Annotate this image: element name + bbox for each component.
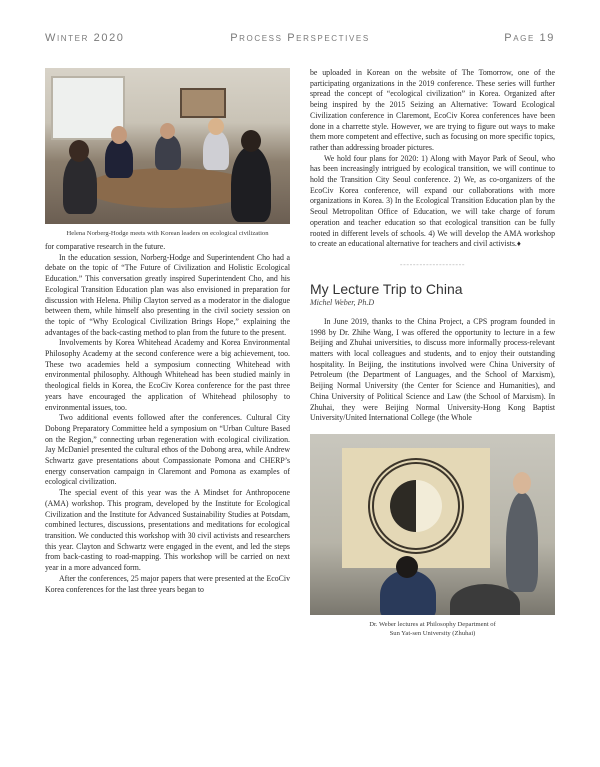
- photo-person-head: [208, 118, 224, 135]
- photo-yin-yang-symbol: [390, 480, 442, 532]
- page-number: Page 19: [504, 32, 555, 44]
- left-column: [45, 68, 290, 595]
- photo-lecturer-head: [513, 472, 531, 494]
- issue-label: Winter 2020: [45, 32, 125, 44]
- paragraph: After the conferences, 25 major papers that were presented at the EcoCiv Korea conferences for the last three years began to: [45, 573, 290, 594]
- photo-caption-line: Sun Yat-sen University (Zhuhai): [389, 629, 476, 637]
- photo-person-head: [241, 130, 261, 152]
- paragraph: Involvements by Korea Whitehead Academy and Korea Environmental Philosophy Academy at the second conference were a big achievement, too. These two academies held a symposium connecting Whitehead with environmental philosophy. Although Whitehead has been studied mainly in theological fields in Korea, the EcoCiv Korea conference for the past three years have encouraged the application of Whitehead philosophy to environmental issues, too.: [45, 338, 290, 412]
- lecture-photo: [310, 434, 555, 615]
- photo-person: [231, 146, 271, 222]
- paragraph: We hold four plans for 2020: 1) Along with Mayor Park of Seoul, who has been increasingly intrigued by ecological transition, we will continue to hold the Transition City Seoul conference. 2) We, as co-organizers of the EcoCiv Korea conference, will expand our collaborations with more organizations in Korea. 3) In the Ecological Transition Education plan by the Seoul Metropolitan Office of Education, we will take charge of forum operation and teacher education so that ecological transition can be fully rooted in different levels of schools. 4) We will develop the AMA workshop to create an educational alternative for teachers and civil activists.♦: [310, 153, 555, 249]
- section-separator: --------------------: [399, 259, 466, 269]
- paragraph: The special event of this year was the A Mindset for Anthropocene (AMA) workshop. This program, developed by the Institute for Ecological Civilization and the Institute for Advanced Sustainability Studies at Potsdam, combined lectures, discussions, presentations and meditations for ecological transition. We conducted this workshop with 30 civil activists and researchers this year. Clayton and Schwartz were engaged in the event, and led the steps from back-casting to road-mapping. This workshop will be carried on next year in a more advanced form.: [45, 488, 290, 573]
- paragraph: for comparative research in the future.: [45, 242, 166, 251]
- article-title: My Lecture Trip to China: [310, 280, 463, 297]
- photo-caption: [310, 620, 555, 638]
- photo-person-head: [160, 123, 175, 139]
- photo-audience-head: [396, 556, 418, 578]
- publication-title: Process Perspectives: [230, 32, 370, 44]
- photo-lecturer: [506, 492, 538, 592]
- article-byline: Michel Weber, Ph.D: [310, 297, 375, 307]
- photo-wall-frame: [180, 88, 226, 118]
- meeting-photo: [45, 68, 290, 224]
- photo-person: [105, 138, 133, 178]
- photo-caption-line: Dr. Weber lectures at Philosophy Department of: [369, 620, 496, 628]
- paragraph: Two additional events followed after the conferences. Cultural City Dobong Preparatory Committee held a symposium on “Urban Culture Based on the Region,” connecting urban regeneration with ecological civilization. Jay McDaniel presented the cultural ethos of the Dobong area, while Andrew Schwartz gave presentations about Compassionate Pomona and CHERP’s energy conservation campaign in Claremont and Pomona as examples of ecological civilization.: [45, 413, 290, 487]
- photo-caption: Helena Norberg-Hodge meets with Korean leaders on ecological civilization: [66, 230, 269, 237]
- paragraph: be uploaded in Korean on the website of The Tomorrow, one of the participating organizations in the 2019 conference. These series will further spread the concept of “ecological civilization” in Korea. Organized after being inspired by the 2015 Seizing an Alternative: Toward Ecological Civilization conference in Claremont, EcoCiv Korea conferences have been done in a charrette style. However, we are trying to figure out ways to make them more competent and effective, such as focusing on more specific topics, rather than addressing broader pictures.: [310, 68, 555, 152]
- photo-person: [155, 134, 181, 170]
- photo-person-head: [69, 140, 89, 162]
- paragraph: In the education session, Norberg-Hodge and Superintendent Cho had a debate on the topic of “The Future of Civilization and Holistic Ecological Education.” This conversation greatly inspired Superintendent Cho, and his Ecological Transition Education plan was also envisioned in preparation for discussion with Helena. Philip Clayton served as a moderator in the dialogue between them, while himself also presenting in the civil society session on the topic of “Why Ecological Civilization Brings Hope,” explaining the advantages of the back-casting method to plan from the future to the present.: [45, 252, 290, 337]
- right-column: [310, 68, 555, 642]
- paragraph: In June 2019, thanks to the China Project, a CPS program founded in 1998 by Dr. Zhihe Wang, I was offered the opportunity to lecture in a few Beijing and Zhuhai universities, to discuss more informally process-relevant matters with local colleagues and students, and to enjoy their outstanding hospitality. In Beijing, the institutions involved were China University of Petroleum (the Department of Languages, and the School of Marxism), Beijing Normal University (the Center for Science and Humanities), and China University of Political Science and Law (the School of Marxism). In Zhuhai, they were Beijing Normal University-Hong Kong Baptist University/United International College (the Whole: [310, 316, 555, 423]
- running-header: [45, 32, 555, 48]
- photo-person: [63, 154, 97, 214]
- photo-person-head: [111, 126, 127, 144]
- photo-person: [203, 130, 229, 170]
